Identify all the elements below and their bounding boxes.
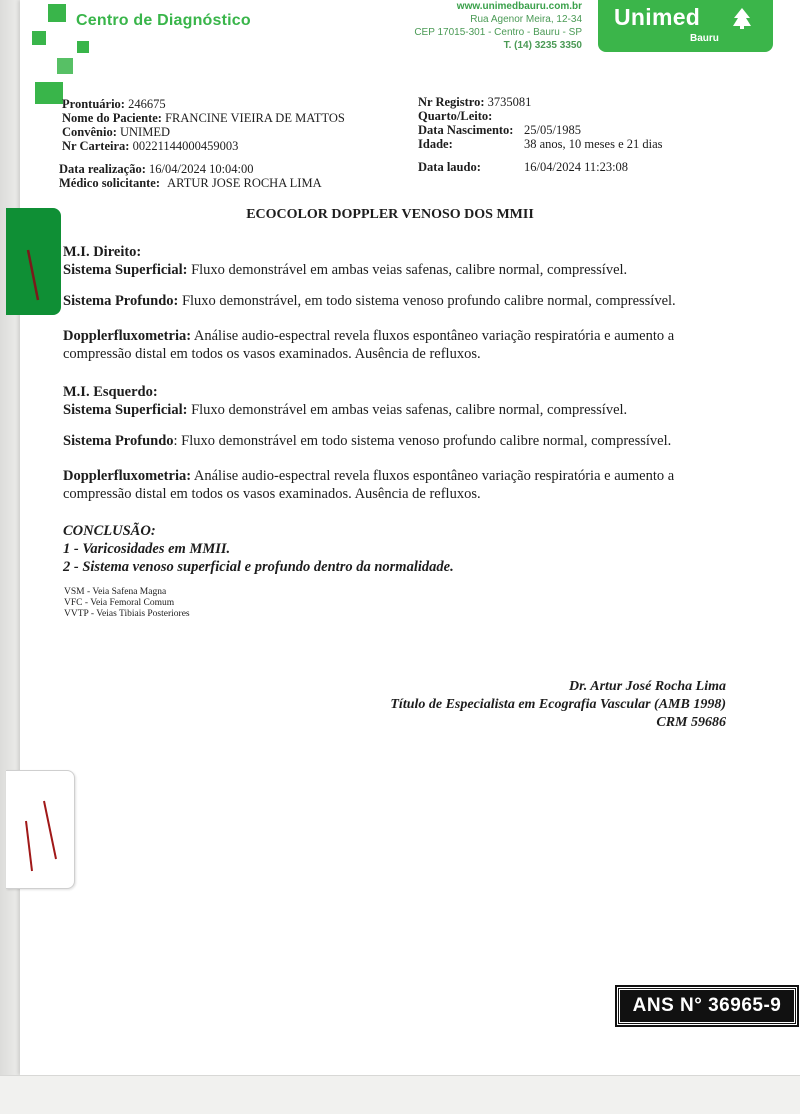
- left-doppler: [63, 467, 703, 503]
- binder-tab-white[interactable]: [6, 770, 75, 889]
- idade-row: [418, 137, 453, 151]
- carteira-value: 00221144000459003: [132, 139, 239, 153]
- conclusion-item-1: 1 - Varicosidades em MMII.: [63, 541, 231, 557]
- registro-row: [418, 95, 531, 109]
- page-bottom-margin: [0, 1075, 800, 1114]
- left-profundo-text: : Fluxo demonstrável em todo sistema venoso profundo calibre normal, compressível.: [173, 433, 672, 449]
- prontuario-row: [62, 97, 166, 111]
- ans-badge: ANS N° 36965-9: [617, 987, 797, 1025]
- right-doppler-text: Análise audio-espectral revela fluxos espontâneo variação respiratória e aumento a compressão distal em todos os vasos examinados. Ausência de refluxos.: [63, 328, 675, 362]
- carteira-row: [62, 139, 238, 153]
- brand-name: Unimed: [614, 4, 701, 30]
- idade-label: Idade:: [418, 137, 453, 151]
- nascimento-row: [418, 123, 513, 137]
- convenio-value: UNIMED: [120, 125, 170, 139]
- tab-mark-icon: [6, 771, 74, 888]
- signature-block: [390, 678, 726, 732]
- superficial-label: Sistema Superficial:: [63, 402, 188, 418]
- convenio-label: Convênio:: [62, 125, 117, 139]
- nascimento-label: Data Nascimento:: [418, 123, 514, 137]
- patient-name-label: Nome do Paciente:: [62, 111, 162, 125]
- nascimento-value: 25/05/1985: [524, 123, 581, 137]
- unimed-logo: [598, 0, 773, 52]
- left-doppler-text: Análise audio-espectral revela fluxos espontâneo variação respiratória e aumento a compressão distal em todos os vasos examinados. Ausência de refluxos.: [63, 468, 675, 502]
- quarto-row: [418, 109, 492, 123]
- website-link[interactable]: www.unimedbauru.com.br: [456, 1, 582, 12]
- medico-label: Médico solicitante:: [59, 176, 161, 190]
- left-leg-heading: M.I. Esquerdo:: [63, 384, 158, 400]
- binder-tab-green[interactable]: [6, 208, 61, 315]
- laudo-label: Data laudo:: [418, 160, 481, 174]
- abbreviations-legend: [64, 587, 190, 620]
- page-left-edge: [0, 0, 20, 1113]
- quarto-label: Quarto/Leito:: [418, 109, 493, 123]
- right-profundo: [63, 292, 743, 310]
- logo-square: [77, 41, 89, 53]
- patient-name-row: [62, 111, 345, 125]
- patient-name-value: FRANCINE VIEIRA DE MATTOS: [165, 111, 345, 125]
- carteira-label: Nr Carteira:: [62, 139, 130, 153]
- medico-row: [59, 176, 322, 190]
- clinic-address-block: [414, 0, 582, 52]
- tab-mark-icon: [6, 208, 61, 315]
- left-leg-section: [63, 383, 743, 419]
- logo-square: [48, 4, 66, 22]
- right-leg-section: [63, 243, 743, 279]
- brand-city: Bauru: [690, 33, 719, 44]
- left-profundo: [63, 432, 743, 450]
- phone-number: T. (14) 3235 3350: [503, 40, 582, 51]
- logo-square: [57, 58, 73, 74]
- data-realizacao-row: [59, 162, 254, 176]
- doctor-name: Dr. Artur José Rocha Lima: [568, 679, 726, 694]
- registro-label: Nr Registro:: [418, 95, 485, 109]
- clinic-name: Centro de Diagnóstico: [76, 12, 251, 29]
- doctor-crm: CRM 59686: [656, 715, 726, 730]
- logo-square: [32, 31, 46, 45]
- laudo-row: [418, 160, 481, 174]
- report-title: ECOCOLOR DOPPLER VENOSO DOS MMII: [246, 207, 534, 222]
- profundo-label: Sistema Profundo: [63, 433, 174, 449]
- laudo-value: 16/04/2024 11:23:08: [524, 160, 629, 174]
- abbr-vsm: VSM - Veia Safena Magna: [64, 587, 167, 597]
- data-realizacao-value: 16/04/2024 10:04:00: [149, 162, 254, 176]
- unimed-tree-icon: [730, 6, 754, 30]
- medico-value: ARTUR JOSE ROCHA LIMA: [167, 176, 322, 190]
- cep-city: CEP 17015-301 - Centro - Bauru - SP: [414, 27, 582, 38]
- right-leg-heading: M.I. Direito:: [63, 244, 142, 260]
- registro-value: 3735081: [487, 95, 532, 109]
- left-superficial-text: Fluxo demonstrável em ambas veias safenas, calibre normal, compressível.: [191, 402, 628, 418]
- abbr-vfc: VFC - Veia Femoral Comum: [64, 598, 175, 608]
- idade-value: 38 anos, 10 meses e 21 dias: [524, 137, 663, 151]
- right-superficial-text: Fluxo demonstrável em ambas veias safenas, calibre normal, compressível.: [191, 262, 628, 278]
- profundo-label: Sistema Profundo:: [63, 293, 179, 309]
- superficial-label: Sistema Superficial:: [63, 262, 188, 278]
- convenio-row: [62, 125, 170, 139]
- right-doppler: [63, 327, 703, 363]
- data-realizacao-label: Data realização:: [59, 162, 146, 176]
- conclusion-label: CONCLUSÃO:: [63, 523, 156, 539]
- right-profundo-text: Fluxo demonstrável, em todo sistema venoso profundo calibre normal, compressível.: [181, 293, 676, 309]
- street-address: Rua Agenor Meira, 12-34: [470, 14, 582, 25]
- prontuario-value: 246675: [128, 97, 166, 111]
- abbr-vvtp: VVTP - Veias Tibiais Posteriores: [64, 609, 190, 619]
- logo-square: [35, 82, 63, 104]
- prontuario-label: Prontuário:: [62, 97, 125, 111]
- doppler-label: Dopplerfluxometria:: [63, 468, 192, 484]
- doctor-title: Título de Especialista em Ecografia Vascular (AMB 1998): [390, 697, 726, 712]
- doppler-label: Dopplerfluxometria:: [63, 328, 192, 344]
- conclusion-item-2: 2 - Sistema venoso superficial e profundo dentro da normalidade.: [63, 559, 454, 575]
